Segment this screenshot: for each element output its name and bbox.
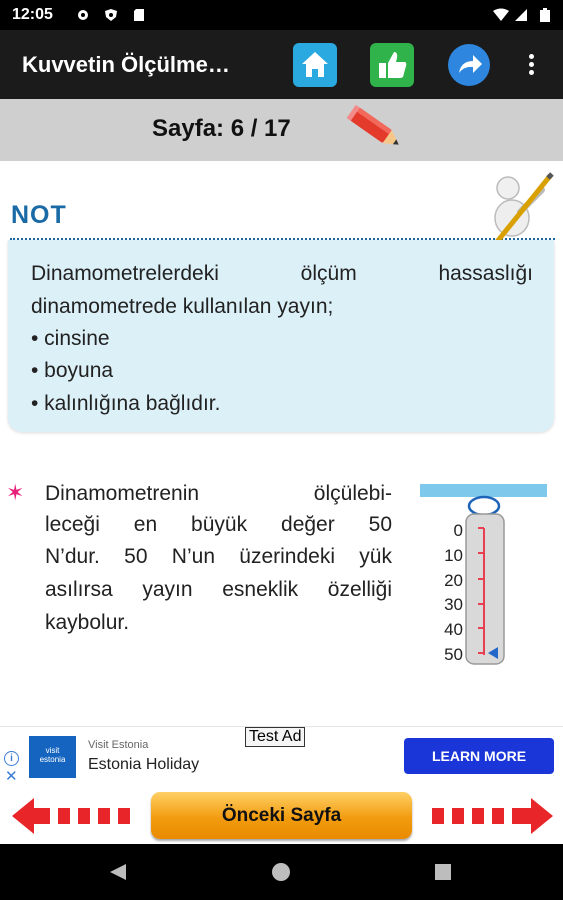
status-bar: [0, 0, 563, 30]
note-bullet-item: • cinsine: [31, 327, 110, 350]
pencil-icon[interactable]: [345, 103, 407, 157]
scale-label: 10: [444, 546, 463, 565]
note-box: [8, 240, 554, 432]
back-icon[interactable]: [108, 862, 128, 882]
scale-label: 50: [444, 645, 463, 664]
paragraph-line: Dinamometrenin ölçülebi-: [45, 482, 392, 505]
next-arrow-icon[interactable]: [428, 796, 553, 836]
scale-label: 0: [453, 521, 463, 540]
signal-icon: [514, 8, 528, 22]
previous-arrow-icon[interactable]: [12, 796, 137, 836]
shield-icon: [104, 8, 118, 22]
star-bullet-icon: ✶: [6, 480, 25, 505]
paragraph-line: kaybolur.: [45, 611, 130, 634]
share-button[interactable]: [447, 43, 491, 87]
recents-icon[interactable]: [434, 863, 452, 881]
paragraph-line: N’dur. 50 N’un üzerindeki yük: [45, 545, 392, 568]
previous-page-button[interactable]: Önceki Sayfa: [151, 792, 412, 839]
page-indicator-bar: [0, 99, 563, 161]
system-navigation-bar: [0, 844, 563, 900]
ad-headline: Estonia Holiday: [88, 756, 200, 773]
note-text-line: Dinamometrelerdeki ölçüm hassaslığı: [31, 262, 533, 285]
share-arrow-icon: [447, 43, 491, 87]
dynamometer-illustration: [418, 480, 550, 670]
page-navigation-bar: [0, 786, 563, 844]
like-button[interactable]: [370, 43, 414, 87]
paragraph-line: asılırsa yayın esneklik özelliği: [45, 578, 392, 601]
home-circle-icon[interactable]: [271, 862, 291, 882]
app-title: Kuvvetin Ölçülme…: [22, 52, 230, 77]
note-heading: NOT: [11, 201, 67, 229]
ad-close-icon[interactable]: ✕: [5, 768, 18, 785]
status-time: 12:05: [12, 6, 53, 23]
ad-info-icon[interactable]: i: [4, 751, 19, 766]
paragraph-line: leceği en büyük değer 50: [45, 513, 392, 536]
learn-more-button[interactable]: LEARN MORE: [404, 738, 554, 774]
page-indicator: Sayfa: 6 / 17: [152, 115, 291, 142]
home-icon: [293, 43, 337, 87]
battery-icon: [540, 8, 550, 22]
gear-icon: [76, 8, 90, 22]
sd-card-icon: [132, 8, 146, 22]
wifi-icon: [492, 8, 510, 22]
more-options-button[interactable]: [522, 50, 542, 80]
scale-label: 30: [444, 595, 463, 614]
note-text-line: dinamometrede kullanılan yayın;: [31, 295, 334, 318]
advertiser-logo: [29, 736, 76, 778]
scale-label: 20: [444, 571, 463, 590]
app-bar: [0, 30, 563, 99]
home-button[interactable]: [293, 43, 337, 87]
test-ad-badge: Test Ad: [245, 727, 305, 747]
ad-banner[interactable]: [0, 726, 563, 787]
thumbs-up-icon: [370, 43, 414, 87]
scale-label: 40: [444, 620, 463, 639]
note-bullet-item: • kalınlığına bağlıdır.: [31, 392, 221, 415]
advertiser-logo-text: visit estonia: [39, 746, 66, 764]
ad-advertiser: Visit Estonia: [88, 739, 149, 751]
note-bullet-item: • boyuna: [31, 359, 114, 382]
